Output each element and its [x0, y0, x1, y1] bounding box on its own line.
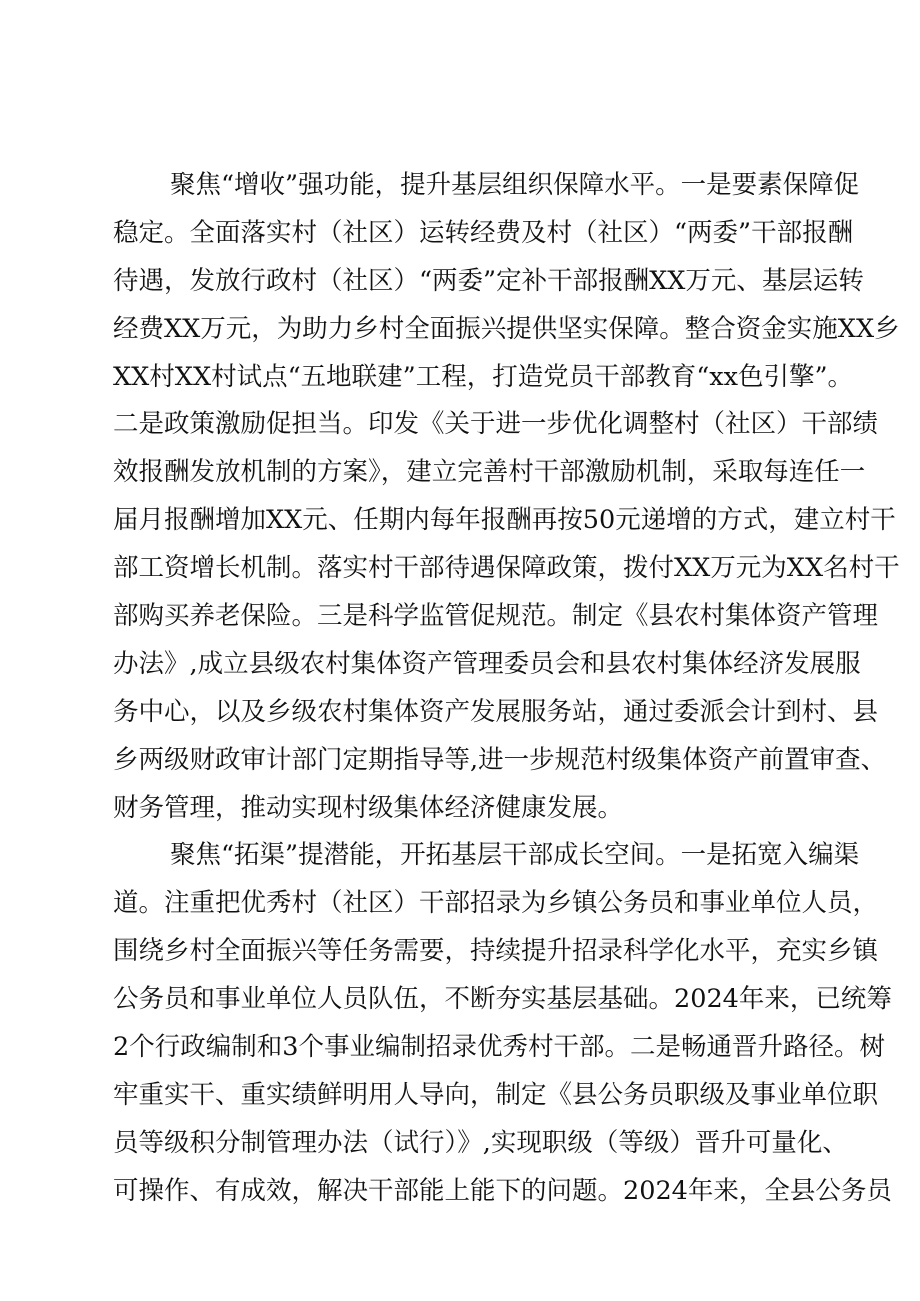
text-line: 效报酬发放机制的方案》，建立完善村干部激励机制，采取每连任一: [113, 457, 866, 488]
text-line: 道。注重把优秀村（社区）干部招录为乡镇公务员和事业单位人员，: [113, 888, 879, 919]
text-line: 稳定。全面落实村（社区）运转经费及村（社区）“两委”干部报酬: [113, 217, 854, 248]
text-line: 可操作、有成效，解决干部能上能下的问题。2024年来，全县公务员: [113, 1175, 892, 1206]
text-line: 待遇，发放行政村（社区）“两委”定补干部报酬XX万元、基层运转: [113, 265, 864, 296]
text-line: 2个行政编制和3个事业编制招录优秀村干部。二是畅通晋升路径。树: [113, 1032, 885, 1063]
text-line: 牢重实干、重实绩鲜明用人导向，制定《县公务员职级及事业单位职: [113, 1079, 879, 1110]
text-line: 二是政策激励促担当。印发《关于进一步优化调整村（社区）干部绩: [113, 409, 879, 440]
text-line: 届月报酬增加XX元、任期内每年报酬再按50元递增的方式，建立村干: [113, 505, 896, 536]
text-line: XX村XX村试点“五地联建”工程，打造党员干部教育“xx色引擎”。: [113, 361, 854, 392]
text-line: 聚焦“拓渠”提潜能，开拓基层干部成长空间。一是拓宽入编渠: [170, 840, 860, 871]
text-line: 部购买养老保险。三是科学监管促规范。制定《县农村集体资产管理: [113, 601, 879, 632]
text-line: 围绕乡村全面振兴等任务需要，持续提升招录科学化水平，充实乡镇: [113, 936, 879, 967]
text-line: 公务员和事业单位人员队伍，不断夯实基层基础。2024年来，已统筹: [113, 984, 892, 1015]
text-line: 乡两级财政审计部门定期指导等,进一步规范村级集体资产前置审查、: [113, 744, 887, 775]
text-line: 办法》,成立县级农村集体资产管理委员会和县农村集体经济发展服: [113, 648, 861, 679]
text-line: 经费XX万元，为助力乡村全面振兴提供坚实保障。整合资金实施XX乡: [113, 313, 900, 344]
text-line: 务中心，以及乡级农村集体资产发展服务站，通过委派会计到村、县: [113, 696, 879, 727]
text-line: 部工资增长机制。落实村干部待遇保障政策，拨付XX万元为XX名村干: [113, 553, 900, 584]
text-line: 员等级积分制管理办法（试行）》,实现职级（等级）晋升可量化、: [113, 1127, 848, 1158]
paragraph-1: [113, 162, 900, 832]
document-body: [113, 162, 900, 1216]
text-line: 聚焦“增收”强功能，提升基层组织保障水平。一是要素保障促: [170, 170, 860, 200]
paragraph-2: [113, 832, 892, 1215]
text-line: 财务管理，推动实现村级集体经济健康发展。: [113, 792, 624, 823]
